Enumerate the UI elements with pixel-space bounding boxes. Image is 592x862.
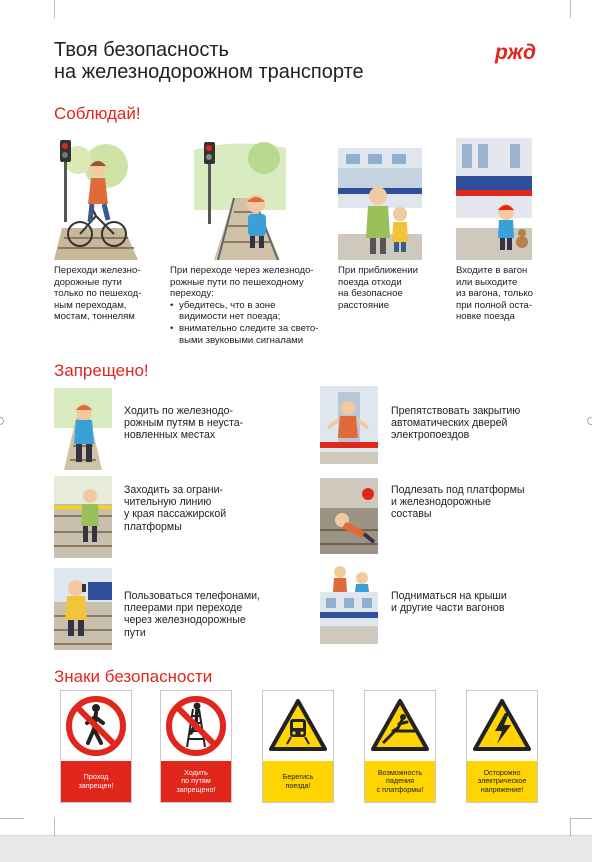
safety-sign-no-passage	[60, 690, 132, 803]
section-heading-prohibited: Запрещено!	[54, 361, 149, 380]
platform-fall-warning-icon	[365, 691, 435, 761]
crop-mark	[570, 818, 592, 819]
illustration-boy-traffic-light	[194, 138, 286, 260]
sign-label: Ходить по путям запрещено!	[161, 761, 231, 802]
sign-label: Берегись поезда!	[263, 761, 333, 802]
title-line-2: на железнодорожном транспорте	[54, 61, 364, 83]
illustration-walking-on-tracks	[54, 388, 112, 470]
crop-mark	[570, 0, 571, 18]
prohibited-item-3-text: Заходить за ограни- чительную линию у края пассажирской платформы	[124, 484, 227, 533]
section-heading-signs: Знаки безопасности	[54, 667, 213, 686]
train-warning-icon	[263, 691, 333, 761]
poster-title	[54, 39, 474, 83]
prohibited-item-2-text: Препятствовать закрытию автоматических дверей электропоездов	[391, 405, 521, 442]
crop-mark	[54, 0, 55, 18]
sign-label: Проход запрещен!	[61, 761, 131, 802]
prohibited-item-1-text: Ходить по железнодо- рожным путям в неуста- новленных местах	[124, 405, 244, 442]
high-voltage-icon	[467, 691, 537, 761]
svg-text:ржд: ржд	[495, 41, 536, 64]
prohibited-item-4-text: Подлезать под платформы и железнодорожные составы	[391, 484, 525, 521]
observe-item-1-text	[54, 265, 158, 323]
illustration-family-platform	[338, 138, 422, 260]
crop-mark	[570, 818, 571, 836]
observe-item-2-bullet: • внимательно следите за свето- выми звуковыми сигналами	[170, 323, 332, 346]
illustration-crossing-platform-edge	[54, 476, 112, 558]
observe-item-3-text	[338, 265, 442, 311]
illustration-crawling-under-platform	[320, 472, 378, 554]
illustration-cyclist-crossing	[54, 138, 138, 260]
observe-item-2-bullets	[170, 300, 332, 346]
prohibited-item-6-text: Подниматься на крыши и другие части вагонов	[391, 590, 507, 615]
crop-mark	[54, 818, 55, 836]
observe-item-2-text	[170, 265, 332, 346]
sign-label: Возможность падения с платформы!	[365, 761, 435, 802]
observe-item-3-caption: При приближении поезда отходи на безопасное расстояние	[338, 265, 418, 311]
observe-item-1-caption: Переходи железно- дорожные пути только по пешеход- ным переходам, мостам, тоннелям	[54, 265, 142, 323]
illustration-climbing-roof	[320, 562, 378, 644]
no-pedestrian-icon	[61, 691, 131, 761]
safety-sign-no-walking-on-tracks	[160, 690, 232, 803]
observe-item-4-caption: Входите в вагон или выходите из вагона, только при полной оста- новке поезда	[456, 265, 533, 323]
prohibited-item-5-text: Пользоваться телефонами, плеерами при переходе через железнодорожные пути	[124, 590, 260, 639]
crop-mark	[0, 818, 24, 819]
observe-item-2-intro: При переходе через железнодо- рожные пути по пешеходному переходу:	[170, 265, 314, 300]
registration-mark	[0, 417, 4, 425]
safety-sign-platform-fall	[364, 690, 436, 803]
section-heading-observe: Соблюдай!	[54, 104, 141, 123]
sign-label: Осторожно электрическое напряжение!	[467, 761, 537, 802]
illustration-blocking-doors	[320, 382, 378, 464]
title-line-1: Твоя безопасность	[54, 39, 229, 61]
registration-mark	[587, 417, 592, 425]
safety-sign-high-voltage	[466, 690, 538, 803]
illustration-child-train-door	[456, 138, 532, 260]
no-walking-on-tracks-icon	[161, 691, 231, 761]
illustration-phone-on-tracks	[54, 568, 112, 650]
observe-item-4-text	[456, 265, 556, 323]
observe-item-2-bullet: • убедитесь, что в зоне видимости нет поезда;	[170, 300, 332, 323]
safety-sign-beware-train	[262, 690, 334, 803]
rzd-logo	[493, 40, 547, 64]
